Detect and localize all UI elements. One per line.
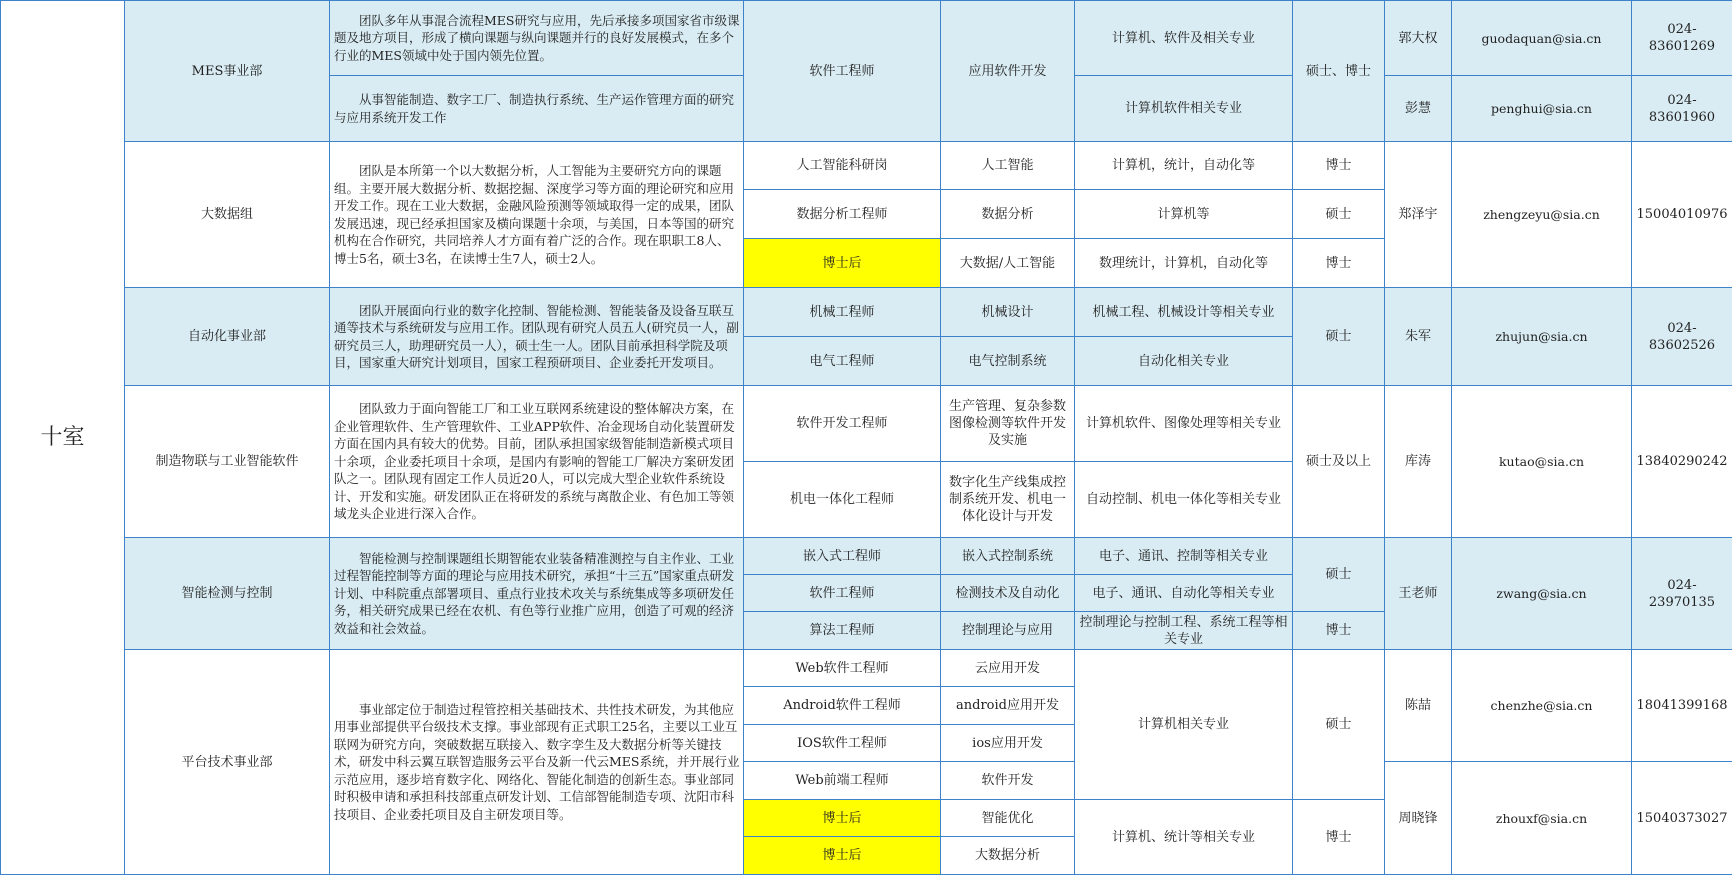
position-cell: 电气工程师 bbox=[744, 337, 941, 386]
position-cell: 软件开发工程师 bbox=[744, 386, 941, 462]
description-cell: 智能检测与控制课题组长期智能农业装备精准测控与自主作业、工业过程智能控制等方面的理论与应用技术研究，承担“十三五”国家重点研发计划、中科院重点部署项目、重点行业技术攻关与系统集成等多项研发任务，相关研究成果已经在农机、有色等行业推广应用，创造了可观的经济效益和社会效益。 bbox=[330, 538, 744, 650]
major-cell: 计算机、软件及相关专业 bbox=[1075, 1, 1293, 76]
direction-cell: ios应用开发 bbox=[941, 725, 1075, 762]
phone-cell: 024-83601269 bbox=[1632, 1, 1732, 76]
contact-name-cell: 朱军 bbox=[1385, 288, 1452, 386]
email-cell: guodaquan@sia.cn bbox=[1452, 1, 1632, 76]
degree-cell: 硕士 bbox=[1293, 190, 1385, 239]
phone-cell: 15040373027 bbox=[1632, 762, 1732, 875]
major-cell: 计算机等 bbox=[1075, 190, 1293, 239]
position-cell-highlighted: 博士后 bbox=[744, 800, 941, 837]
direction-cell: 机械设计 bbox=[941, 288, 1075, 337]
degree-cell: 硕士 bbox=[1293, 538, 1385, 612]
description-cell: 从事智能制造、数字工厂、制造执行系统、生产运作管理方面的研究与应用系统开发工作 bbox=[330, 76, 744, 142]
dept-cell: 智能检测与控制 bbox=[125, 538, 330, 650]
position-cell-highlighted: 博士后 bbox=[744, 837, 941, 875]
direction-cell: 嵌入式控制系统 bbox=[941, 538, 1075, 575]
position-cell: 机电一体化工程师 bbox=[744, 462, 941, 538]
direction-cell: 数字化生产线集成控制系统开发、机电一体化设计与开发 bbox=[941, 462, 1075, 538]
major-cell: 控制理论与控制工程、系统工程等相关专业 bbox=[1075, 612, 1293, 650]
degree-cell: 硕士 bbox=[1293, 288, 1385, 386]
major-cell: 计算机、统计等相关专业 bbox=[1075, 800, 1293, 875]
position-cell: 人工智能科研岗 bbox=[744, 142, 941, 190]
position-cell: Web前端工程师 bbox=[744, 762, 941, 800]
direction-cell: 检测技术及自动化 bbox=[941, 575, 1075, 612]
major-cell: 数理统计，计算机，自动化等 bbox=[1075, 239, 1293, 288]
direction-cell: android应用开发 bbox=[941, 687, 1075, 725]
degree-cell: 博士 bbox=[1293, 142, 1385, 190]
table-row bbox=[1, 142, 1732, 190]
position-cell: 软件工程师 bbox=[744, 575, 941, 612]
degree-cell: 硕士 bbox=[1293, 650, 1385, 800]
direction-cell: 应用软件开发 bbox=[941, 1, 1075, 142]
direction-cell: 大数据分析 bbox=[941, 837, 1075, 875]
dept-cell: 制造物联与工业智能软件 bbox=[125, 386, 330, 538]
direction-cell: 云应用开发 bbox=[941, 650, 1075, 687]
contact-name-cell: 王老师 bbox=[1385, 538, 1452, 650]
description-cell: 团队致力于面向智能工厂和工业互联网系统建设的整体解决方案，在企业管理软件、生产管理软件、工业APP软件、冶金现场自动化装置研发方面在国内具有较大的优势。目前，团队承担国家级智能制造新模式项目十余项，企业委托项目十余项，是国内有影响的智能工厂解决方案研发团队之一。团队现有固定工作人员近20人，可以完成大型企业软件系统设计、开发和实施。研发团队正在将研发的系统与离散企业、有色加工等领域龙头企业进行深入合作。 bbox=[330, 386, 744, 538]
contact-name-cell: 周晓锋 bbox=[1385, 762, 1452, 875]
direction-cell: 生产管理、复杂参数图像检测等软件开发及实施 bbox=[941, 386, 1075, 462]
lab-name-cell: 十室 bbox=[1, 1, 125, 875]
major-cell: 计算机软件、图像处理等相关专业 bbox=[1075, 386, 1293, 462]
description-cell: 团队多年从事混合流程MES研究与应用，先后承接多项国家省市级课题及地方项目，形成了横向课题与纵向课题并行的良好发展模式，在多个行业的MES领域中处于国内领先位置。 bbox=[330, 1, 744, 76]
description-cell: 团队是本所第一个以大数据分析，人工智能为主要研究方向的课题组。主要开展大数据分析、数据挖掘、深度学习等方面的理论研究和应用开发工作。现在工业大数据，金融风险预测等领域取得一定的成果，团队发展迅速，现已经承担国家及横向课题十余项，与美国，日本等国的研究机构在合作研究，共同培养人才方面有着广泛的合作。现在职职工8人、博士5名，硕士3名，在读博士生7人，硕士2人。 bbox=[330, 142, 744, 288]
direction-cell: 数据分析 bbox=[941, 190, 1075, 239]
major-cell: 电子、通讯、自动化等相关专业 bbox=[1075, 575, 1293, 612]
table-row bbox=[1, 386, 1732, 462]
contact-name-cell: 库涛 bbox=[1385, 386, 1452, 538]
email-cell: penghui@sia.cn bbox=[1452, 76, 1632, 142]
major-cell: 自动化相关专业 bbox=[1075, 337, 1293, 386]
phone-cell: 024-83601960 bbox=[1632, 76, 1732, 142]
position-cell: 数据分析工程师 bbox=[744, 190, 941, 239]
email-cell: zwang@sia.cn bbox=[1452, 538, 1632, 650]
major-cell: 计算机软件相关专业 bbox=[1075, 76, 1293, 142]
degree-cell: 博士 bbox=[1293, 612, 1385, 650]
table-row bbox=[1, 1, 1732, 76]
description-cell: 事业部定位于制造过程管控相关基础技术、共性技术研发，为其他应用事业部提供平台级技术支撑。事业部现有正式职工25名，主要以工业互联网为研究方向，突破数据互联接入、数字孪生及大数据分析等关键技术，研发中科云翼互联智造服务云平台及新一代云MES系统，并开展行业示范应用，逐步培育数字化、网络化、智能化制造的创新生态。事业部同时积极申请和承担科技部重点研发计划、工信部智能制造专项、沈阳市科技项目、企业委托项目及自主研发项目等。 bbox=[330, 650, 744, 875]
major-cell: 计算机，统计，自动化等 bbox=[1075, 142, 1293, 190]
email-cell: chenzhe@sia.cn bbox=[1452, 650, 1632, 762]
email-cell: kutao@sia.cn bbox=[1452, 386, 1632, 538]
direction-cell: 控制理论与应用 bbox=[941, 612, 1075, 650]
major-cell: 计算机相关专业 bbox=[1075, 650, 1293, 800]
position-cell: IOS软件工程师 bbox=[744, 725, 941, 762]
direction-cell: 软件开发 bbox=[941, 762, 1075, 800]
phone-cell: 024-23970135 bbox=[1632, 538, 1732, 650]
dept-cell: MES事业部 bbox=[125, 1, 330, 142]
major-cell: 电子、通讯、控制等相关专业 bbox=[1075, 538, 1293, 575]
table-row bbox=[1, 650, 1732, 687]
phone-cell: 15004010976 bbox=[1632, 142, 1732, 288]
email-cell: zhouxf@sia.cn bbox=[1452, 762, 1632, 875]
major-cell: 机械工程、机械设计等相关专业 bbox=[1075, 288, 1293, 337]
dept-cell: 大数据组 bbox=[125, 142, 330, 288]
position-cell: 算法工程师 bbox=[744, 612, 941, 650]
email-cell: zhengzeyu@sia.cn bbox=[1452, 142, 1632, 288]
position-cell: 软件工程师 bbox=[744, 1, 941, 142]
degree-cell: 硕士、博士 bbox=[1293, 1, 1385, 142]
dept-cell: 自动化事业部 bbox=[125, 288, 330, 386]
degree-cell: 硕士及以上 bbox=[1293, 386, 1385, 538]
contact-name-cell: 陈喆 bbox=[1385, 650, 1452, 762]
degree-cell: 博士 bbox=[1293, 800, 1385, 875]
major-cell: 自动控制、机电一体化等相关专业 bbox=[1075, 462, 1293, 538]
position-cell: Web软件工程师 bbox=[744, 650, 941, 687]
contact-name-cell: 郑泽宇 bbox=[1385, 142, 1452, 288]
phone-cell: 024-83602526 bbox=[1632, 288, 1732, 386]
phone-cell: 18041399168 bbox=[1632, 650, 1732, 762]
contact-name-cell: 彭慧 bbox=[1385, 76, 1452, 142]
position-cell: 机械工程师 bbox=[744, 288, 941, 337]
phone-cell: 13840290242 bbox=[1632, 386, 1732, 538]
position-cell: 嵌入式工程师 bbox=[744, 538, 941, 575]
email-cell: zhujun@sia.cn bbox=[1452, 288, 1632, 386]
direction-cell: 电气控制系统 bbox=[941, 337, 1075, 386]
table-row bbox=[1, 288, 1732, 337]
direction-cell: 人工智能 bbox=[941, 142, 1075, 190]
table-row bbox=[1, 538, 1732, 575]
degree-cell: 博士 bbox=[1293, 239, 1385, 288]
position-cell-highlighted: 博士后 bbox=[744, 239, 941, 288]
direction-cell: 大数据/人工智能 bbox=[941, 239, 1075, 288]
description-cell: 团队开展面向行业的数字化控制、智能检测、智能装备及设备互联互通等技术与系统研发与应用工作。团队现有研究人员五人(研究员一人，副研究员三人，助理研究员一人），硕士生一人。团队目前承担科学院及项目，国家重大研究计划项目，国家工程预研项目、企业委托开发项目。 bbox=[330, 288, 744, 386]
direction-cell: 智能优化 bbox=[941, 800, 1075, 837]
position-cell: Android软件工程师 bbox=[744, 687, 941, 725]
contact-name-cell: 郭大权 bbox=[1385, 1, 1452, 76]
dept-cell: 平台技术事业部 bbox=[125, 650, 330, 875]
